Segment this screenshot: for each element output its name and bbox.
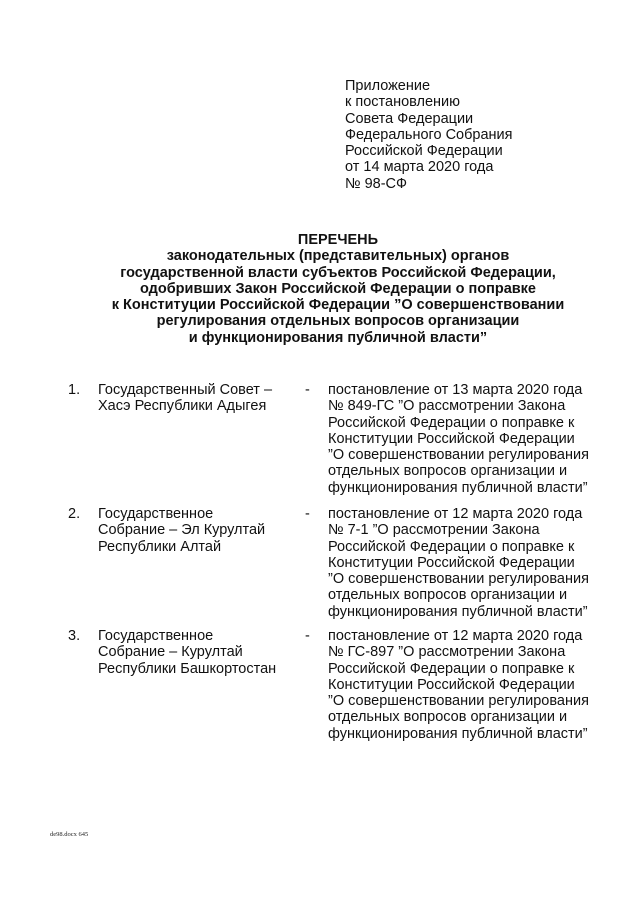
entry-decree-line: Конституции Российской Федерации	[328, 554, 575, 571]
entry-body-line: Республики Башкортостан	[98, 660, 277, 677]
entry-decree-line: отдельных вопросов организации и	[328, 463, 568, 480]
appendix-line: Совета Федерации	[345, 110, 474, 127]
appendix-line: Приложение	[345, 78, 431, 94]
entry-body-line: Хасэ Республики Адыгея	[98, 398, 267, 415]
entry-decree-line: Конституции Российской Федерации	[328, 676, 575, 693]
entry-body-line: Республики Алтай	[98, 538, 222, 555]
entry-decree	[328, 382, 618, 496]
entry-decree-line: постановление от 12 марта 2020 года	[328, 628, 583, 644]
entry-decree	[328, 628, 618, 742]
heading-line: и функционирования публичной власти”	[188, 329, 488, 346]
heading-line: к Конституции Российской Федерации ”О совершенствовании	[111, 297, 565, 314]
appendix-block	[345, 78, 513, 192]
entry-decree-line: № 7-1 ”О рассмотрении Закона	[328, 522, 540, 539]
entry-decree-line: функционирования публичной власти”	[328, 603, 588, 620]
appendix-line: № 98-СФ	[345, 175, 408, 192]
entry-decree-line: ”О совершенствовании регулирования	[328, 693, 589, 710]
entry-body-line: Собрание – Курултай	[98, 644, 243, 661]
entry-decree-line: Российской Федерации о поправке к	[328, 660, 575, 677]
entry-decree-line: отдельных вопросов организации и	[328, 709, 568, 726]
entry-body	[98, 628, 298, 677]
entry-decree	[328, 506, 618, 620]
entry-decree-line: № ГС-897 ”О рассмотрении Закона	[328, 644, 566, 661]
entry-dash: -	[305, 382, 310, 398]
entry-dash: -	[305, 628, 310, 644]
heading-line: государственной власти субъектов Российской Федерации,	[120, 264, 556, 281]
footer-file-label: de98.docx 645	[50, 831, 89, 838]
entry-decree-line: постановление от 12 марта 2020 года	[328, 506, 583, 522]
entry-dash: -	[305, 506, 310, 522]
entry-decree-line: № 849-ГС ”О рассмотрении Закона	[328, 398, 566, 415]
entry-decree-line: ”О совершенствовании регулирования	[328, 571, 589, 588]
heading-line: регулирования отдельных вопросов организации	[156, 313, 520, 330]
entry-number: 1.	[68, 382, 81, 398]
appendix-line: Российской Федерации	[345, 143, 503, 160]
entry-decree-line: ”О совершенствовании регулирования	[328, 447, 589, 464]
entry-body-line: Государственное	[98, 628, 214, 644]
appendix-line: к постановлению	[345, 94, 461, 111]
entry-number: 2.	[68, 506, 81, 522]
entry-decree-line: Российской Федерации о поправке к	[328, 538, 575, 555]
appendix-line: от 14 марта 2020 года	[345, 159, 494, 176]
entry-decree-line: Российской Федерации о поправке к	[328, 414, 575, 431]
entry-decree-line: Конституции Российской Федерации	[328, 430, 575, 447]
entry-body-line: Государственный Совет –	[98, 382, 273, 398]
entry-body-line: Собрание – Эл Курултай	[98, 522, 266, 539]
entry-body	[98, 506, 298, 555]
entry-body-line: Государственное	[98, 506, 214, 522]
entry-body	[98, 382, 298, 415]
document-heading	[0, 232, 640, 346]
heading-line: законодательных (представительных) органов	[166, 248, 510, 265]
entry-decree-line: функционирования публичной власти”	[328, 479, 588, 496]
entry-decree-line: отдельных вопросов организации и	[328, 587, 568, 604]
entry-decree-line: функционирования публичной власти”	[328, 725, 588, 742]
appendix-line: Федерального Собрания	[345, 126, 513, 143]
heading-line: одобривших Закон Российской Федерации о поправке	[140, 280, 536, 297]
entry-number: 3.	[68, 628, 81, 644]
entry-decree-line: постановление от 13 марта 2020 года	[328, 382, 583, 398]
heading-title: ПЕРЕЧЕНЬ	[297, 232, 379, 248]
